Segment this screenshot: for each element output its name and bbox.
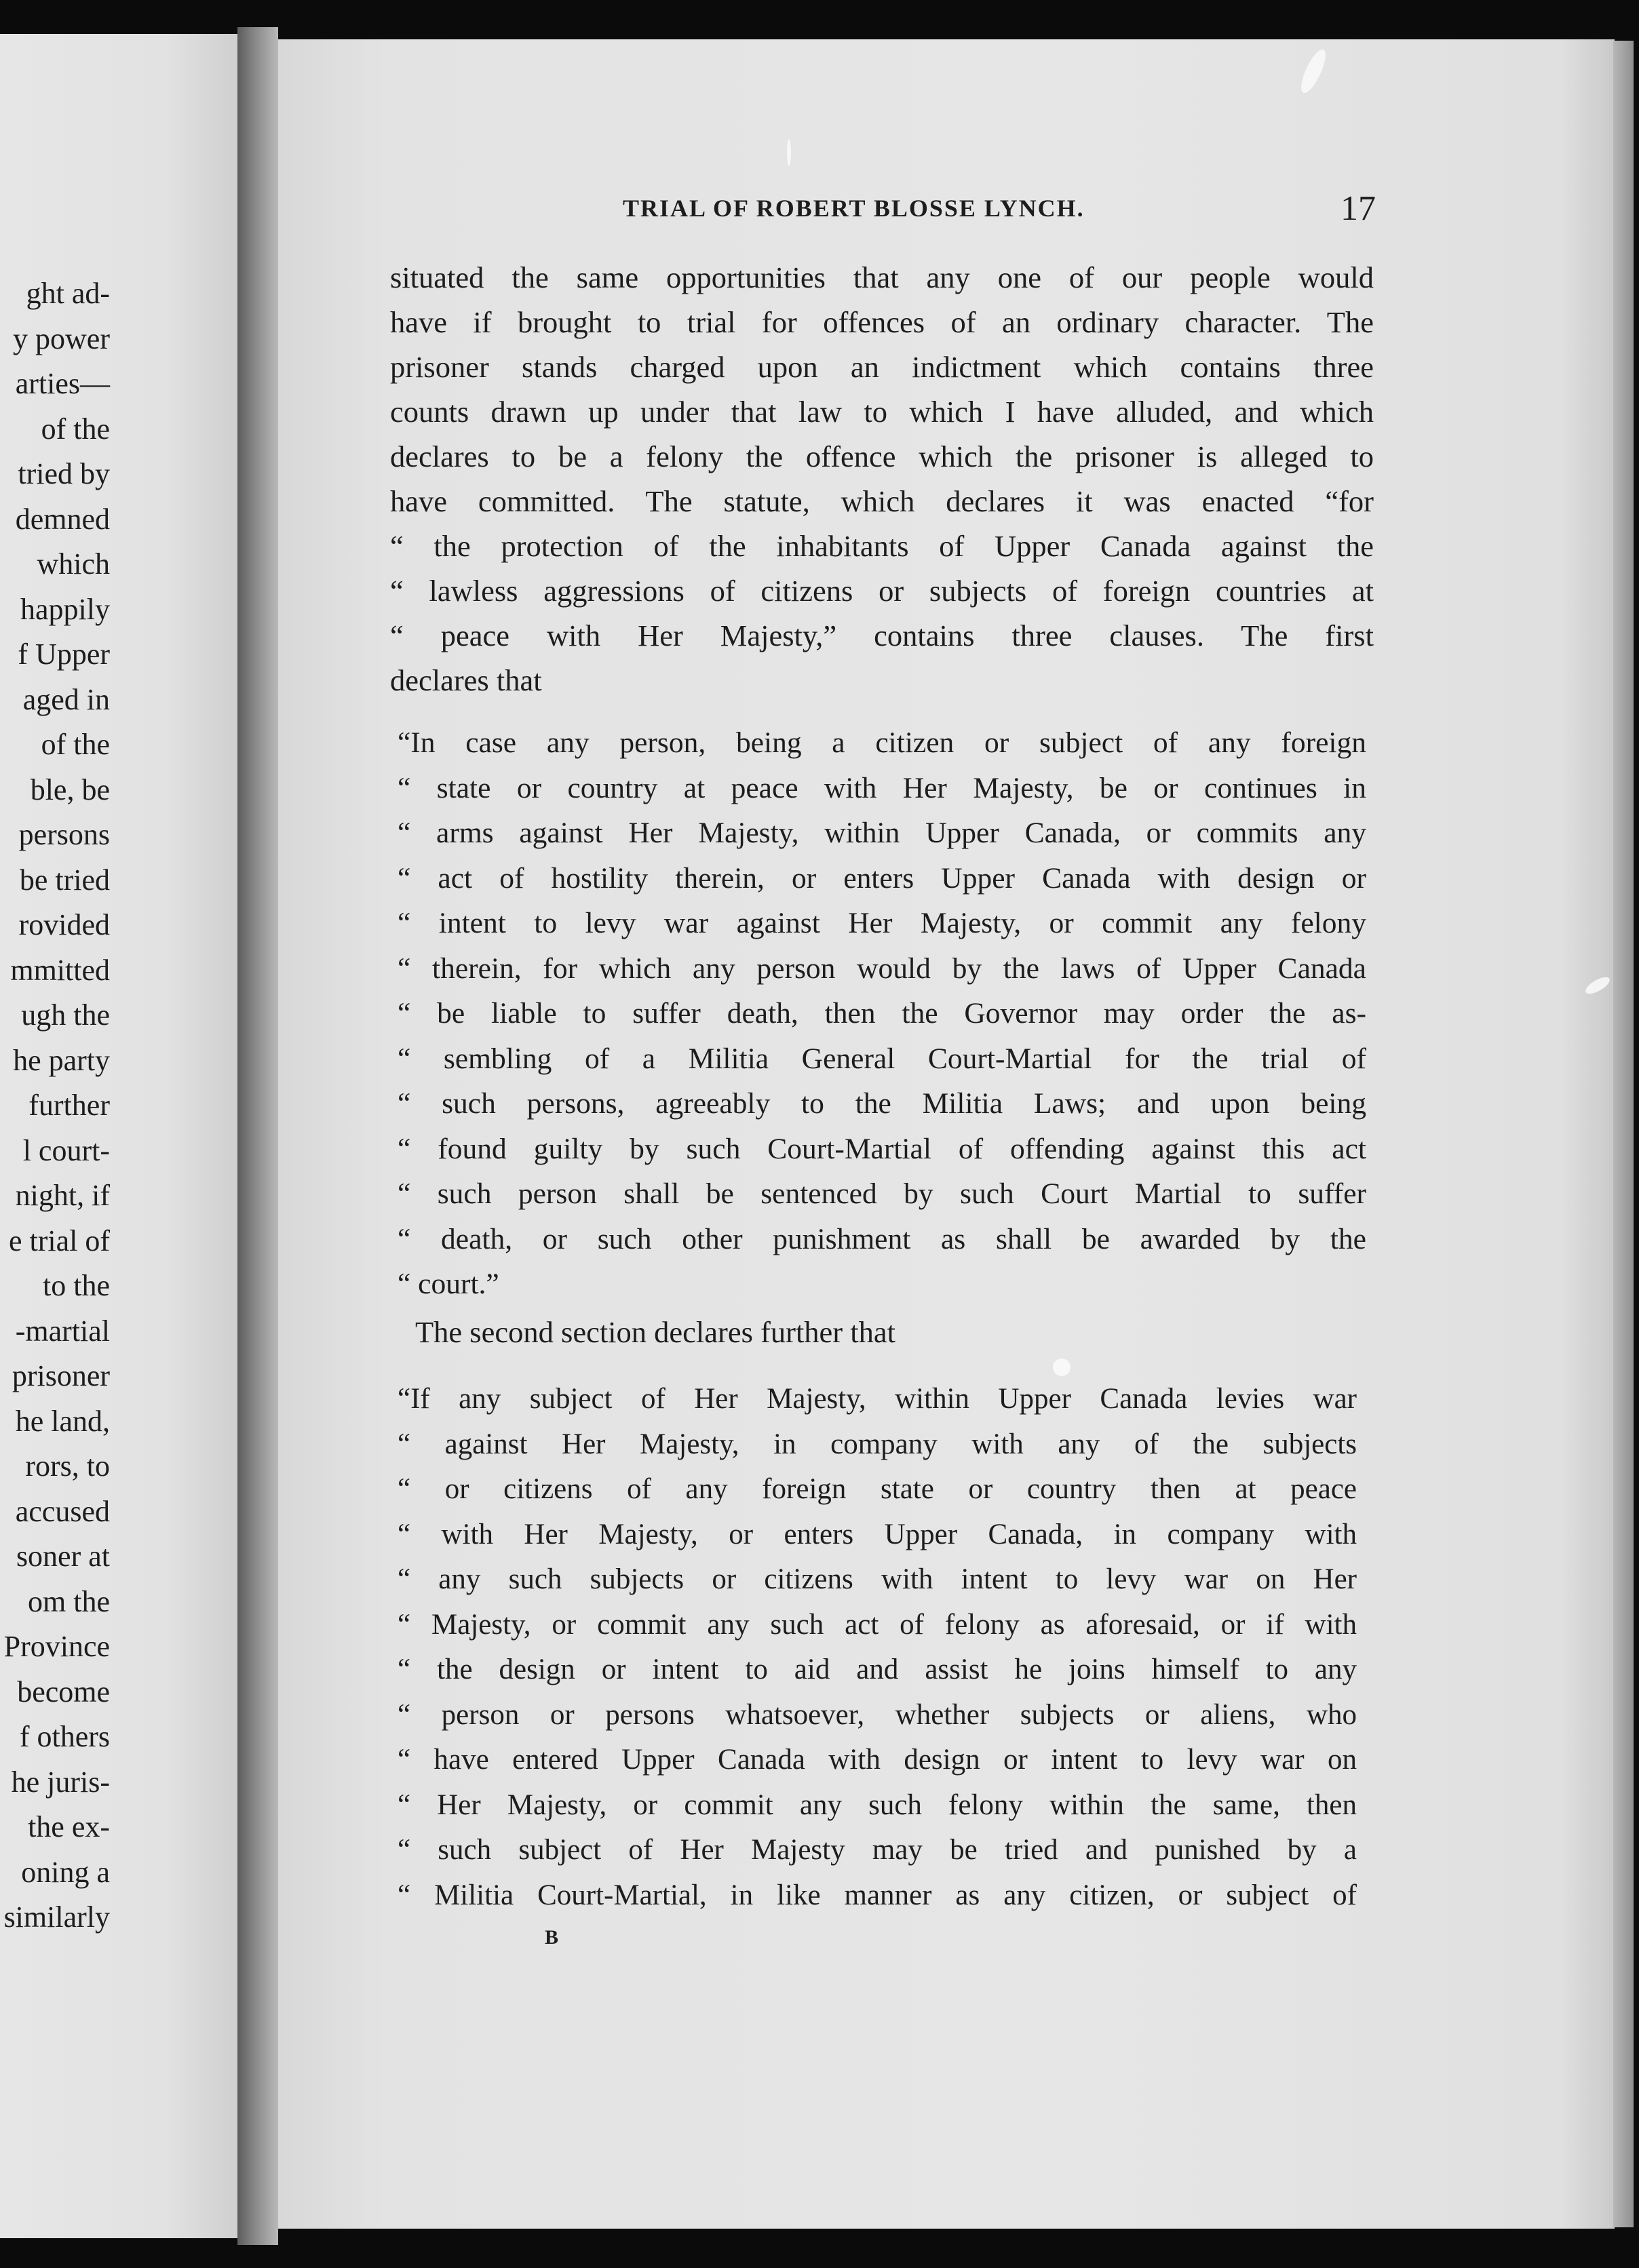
text-line: “ Majesty, or commit any such act of felony as aforesaid, or if with bbox=[398, 1608, 1357, 1641]
text-line: “ intent to levy war against Her Majesty, or commit any felony bbox=[398, 907, 1366, 939]
text-line: declares to be a felony the offence which the prisoner is alleged to bbox=[390, 439, 1374, 473]
text-line: “ Militia Court-Martial, in like manner as any citizen, or subject of bbox=[398, 1879, 1357, 1911]
signature-mark: B bbox=[545, 1926, 559, 1949]
text-line: “ have entered Upper Canada with design or intent to levy war on bbox=[398, 1744, 1357, 1776]
statute-quote-first-section bbox=[398, 720, 1366, 1307]
text-line: “ act of hostility therein, or enters Upper Canada with design or bbox=[398, 861, 1366, 895]
text-line: “ Her Majesty, or commit any such felony within the same, then bbox=[398, 1788, 1357, 1821]
text-line: “ the design or intent to aid and assist he joins himself to any bbox=[398, 1654, 1357, 1685]
text-line: he land, bbox=[15, 1404, 110, 1438]
text-line: “ with Her Majesty, or enters Upper Canada, in company with bbox=[398, 1518, 1357, 1550]
text-line: oning a bbox=[21, 1855, 110, 1889]
text-line: arties— bbox=[15, 367, 110, 400]
text-line: persons bbox=[18, 818, 110, 851]
body-paragraph bbox=[390, 255, 1374, 703]
text-line: prisoner stands charged upon an indictment which contains three bbox=[390, 350, 1374, 384]
text-line: further bbox=[28, 1089, 110, 1122]
left-facing-page bbox=[0, 34, 237, 2238]
text-line: have committed. The statute, which declares it was enacted “for bbox=[390, 484, 1374, 518]
text-line: ght ad- bbox=[26, 277, 110, 310]
text-line: “ state or country at peace with Her Majesty, be or continues in bbox=[398, 771, 1366, 804]
text-line: rovided bbox=[18, 908, 110, 941]
text-line: mmitted bbox=[10, 953, 110, 987]
text-line: tried by bbox=[18, 457, 110, 490]
text-line: “In case any person, being a citizen or subject of any foreign bbox=[398, 726, 1366, 759]
text-line: soner at bbox=[16, 1540, 110, 1573]
text-line: he juris- bbox=[11, 1765, 110, 1799]
text-line: have if brought to trial for offences of an ordinary character. The bbox=[390, 305, 1374, 339]
text-line: e trial of bbox=[8, 1224, 110, 1257]
text-line: to the bbox=[43, 1269, 110, 1302]
text-line: l court- bbox=[22, 1133, 110, 1167]
text-line: Province bbox=[3, 1630, 110, 1663]
text-line: night, if bbox=[15, 1179, 110, 1212]
text-line: “ be liable to suffer death, then the Governor may order the as- bbox=[398, 997, 1366, 1030]
text-line: “ found guilty by such Court-Martial of offending against this act bbox=[398, 1132, 1366, 1165]
text-line: “ any such subjects or citizens with intent to levy war on Her bbox=[398, 1563, 1357, 1595]
text-line: ugh the bbox=[21, 998, 110, 1032]
text-line: similarly bbox=[3, 1900, 110, 1934]
text-line: the ex- bbox=[28, 1810, 110, 1843]
page-number: 17 bbox=[1341, 189, 1376, 228]
statute-quote-second-section bbox=[398, 1377, 1357, 1918]
text-line: f others bbox=[19, 1720, 110, 1753]
text-line: “ such subject of Her Majesty may be tried and punished by a bbox=[398, 1834, 1357, 1866]
running-head: TRIAL OF ROBERT BLOSSE LYNCH. bbox=[623, 195, 1085, 222]
film-speck bbox=[787, 139, 791, 166]
text-line: happily bbox=[20, 592, 110, 626]
text-line: accused bbox=[15, 1494, 110, 1528]
text-line: situated the same opportunities that any one of our people would bbox=[390, 260, 1374, 294]
text-line: “ lawless aggressions of citizens or subjects of foreign countries at bbox=[390, 574, 1374, 608]
text-line: be tried bbox=[19, 863, 110, 897]
text-line: “ such person shall be sentenced by such Court Martial to suffer bbox=[398, 1177, 1366, 1210]
text-line: he party bbox=[13, 1043, 110, 1077]
text-line: “ against Her Majesty, in company with any of the subjects bbox=[398, 1428, 1357, 1460]
text-line: counts drawn up under that law to which I have alluded, and which bbox=[390, 395, 1374, 429]
text-line: “ sembling of a Militia General Court-Martial for the trial of bbox=[398, 1042, 1366, 1075]
text-line: “ peace with Her Majesty,” contains three clauses. The first bbox=[390, 619, 1374, 652]
text-line: declares that bbox=[390, 663, 542, 697]
text-line: aged in bbox=[22, 682, 110, 716]
text-line: become bbox=[17, 1675, 110, 1708]
text-line: -martial bbox=[15, 1314, 110, 1348]
text-line: “ therein, for which any person would by the laws of Upper Canada bbox=[398, 952, 1366, 985]
text-line: “ death, or such other punishment as shall be awarded by the bbox=[398, 1222, 1366, 1255]
text-line: prisoner bbox=[12, 1359, 110, 1392]
text-line: f Upper bbox=[18, 638, 110, 671]
text-line: om the bbox=[28, 1584, 110, 1618]
text-line: of the bbox=[41, 412, 110, 446]
text-line: “ arms against Her Majesty, within Upper Canada, or commits any bbox=[398, 817, 1366, 849]
second-section-intro: The second section declares further that bbox=[415, 1315, 895, 1349]
text-line: y power bbox=[13, 321, 110, 355]
text-line: “ such persons, agreeably to the Militia Laws; and upon being bbox=[398, 1087, 1366, 1120]
left-page-text bbox=[4, 271, 110, 1940]
text-line: ble, be bbox=[30, 773, 110, 806]
text-line: of the bbox=[41, 728, 110, 761]
text-line: “ or citizens of any foreign state or country then at peace bbox=[398, 1473, 1357, 1505]
text-line: “ the protection of the inhabitants of Upper Canada against the bbox=[390, 529, 1374, 563]
text-line: “ person or persons whatsoever, whether subjects or aliens, who bbox=[398, 1698, 1357, 1731]
film-speck bbox=[1053, 1358, 1071, 1376]
text-line: which bbox=[37, 547, 110, 581]
text-line: demned bbox=[15, 502, 110, 536]
text-line: “ court.” bbox=[398, 1268, 499, 1300]
page-edge bbox=[1613, 41, 1634, 2227]
text-line: “If any subject of Her Majesty, within Upper Canada levies war bbox=[398, 1383, 1357, 1415]
text-line: rors, to bbox=[25, 1449, 110, 1483]
book-gutter bbox=[237, 27, 278, 2245]
